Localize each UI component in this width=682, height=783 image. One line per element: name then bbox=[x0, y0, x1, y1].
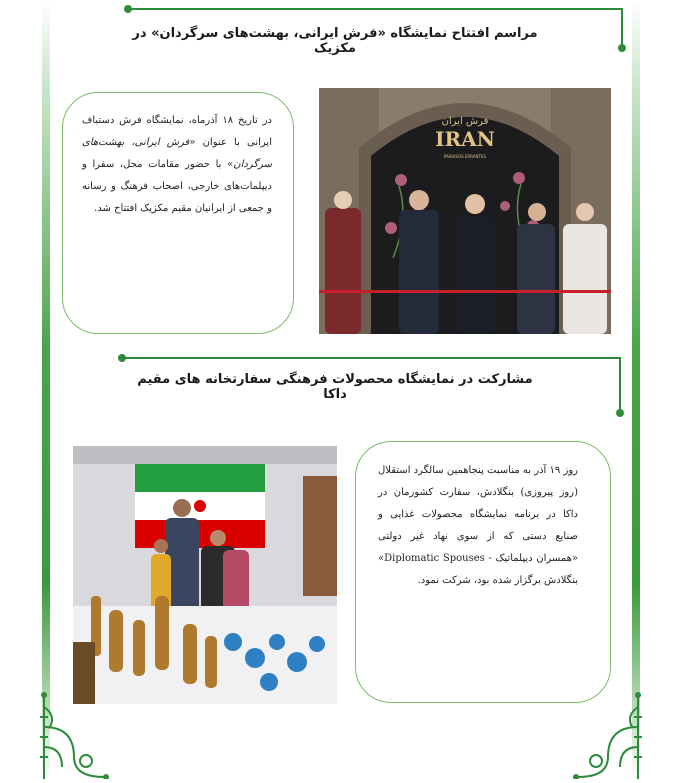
section1-title: مراسم افتتاح نمایشگاه «فرش ایرانی، بهشت‌های سرگردان» در مکزیک bbox=[132, 26, 538, 56]
section1-text-part-b: » با حضور مقامات محل، سفرا و دیپلمات‌های خارجی، اصحاب فرهنگ و رسانه و جمعی از ایرانیان مقیم مکزیک افتتاح شد. bbox=[82, 159, 272, 214]
section1-frame-dot-start bbox=[124, 5, 132, 13]
section2-exhibition-booth-photo bbox=[73, 446, 337, 704]
section1-frame-right bbox=[621, 8, 623, 48]
section1-frame-top bbox=[128, 8, 623, 10]
right-corner-ornament bbox=[562, 687, 648, 779]
photo-banner-persian: فرش ایران bbox=[441, 116, 489, 127]
section2-frame-top bbox=[122, 357, 621, 359]
section2-frame-dot-end bbox=[616, 409, 624, 417]
section1-ribbon-cutting-photo bbox=[319, 88, 611, 334]
left-decorative-bar bbox=[42, 0, 50, 779]
section2-frame-right bbox=[619, 357, 621, 413]
section2-title: مشارکت در نمایشگاه محصولات فرهنگی سفارتخانه های مقیم داکا bbox=[137, 372, 533, 402]
section2-body-text: روز ۱۹ آذر به مناسبت پنجاهمین سالگرد استقلال (روز پیروزی) بنگلادش، سفارت کشورمان در داکا در برنامه نمایشگاه محصولات غذایی و صنایع دستی که از سوی نهاد غیر دولتی «همسران دیپلماتیک - Diplomatic Spouses» بنگلادش برگزار شده بود، شرکت نمود. bbox=[378, 465, 579, 586]
section1-body-text bbox=[82, 110, 272, 220]
photo-banner-word: IRAN bbox=[435, 127, 495, 151]
section2-frame-dot-start bbox=[118, 354, 126, 362]
right-decorative-bar bbox=[632, 0, 640, 779]
section1-text-italic: فرش ایرانی، بهشت‌های سرگردان bbox=[82, 137, 272, 170]
left-corner-ornament bbox=[34, 687, 120, 779]
section1-frame-dot-end bbox=[618, 44, 626, 52]
section1-text-part-a: در تاریخ ۱۸ آذرماه، نمایشگاه فرش دستباف ایرانی با عنوان « bbox=[82, 115, 272, 148]
photo-banner-sub: PARAISOS ERRANTES bbox=[443, 154, 487, 159]
